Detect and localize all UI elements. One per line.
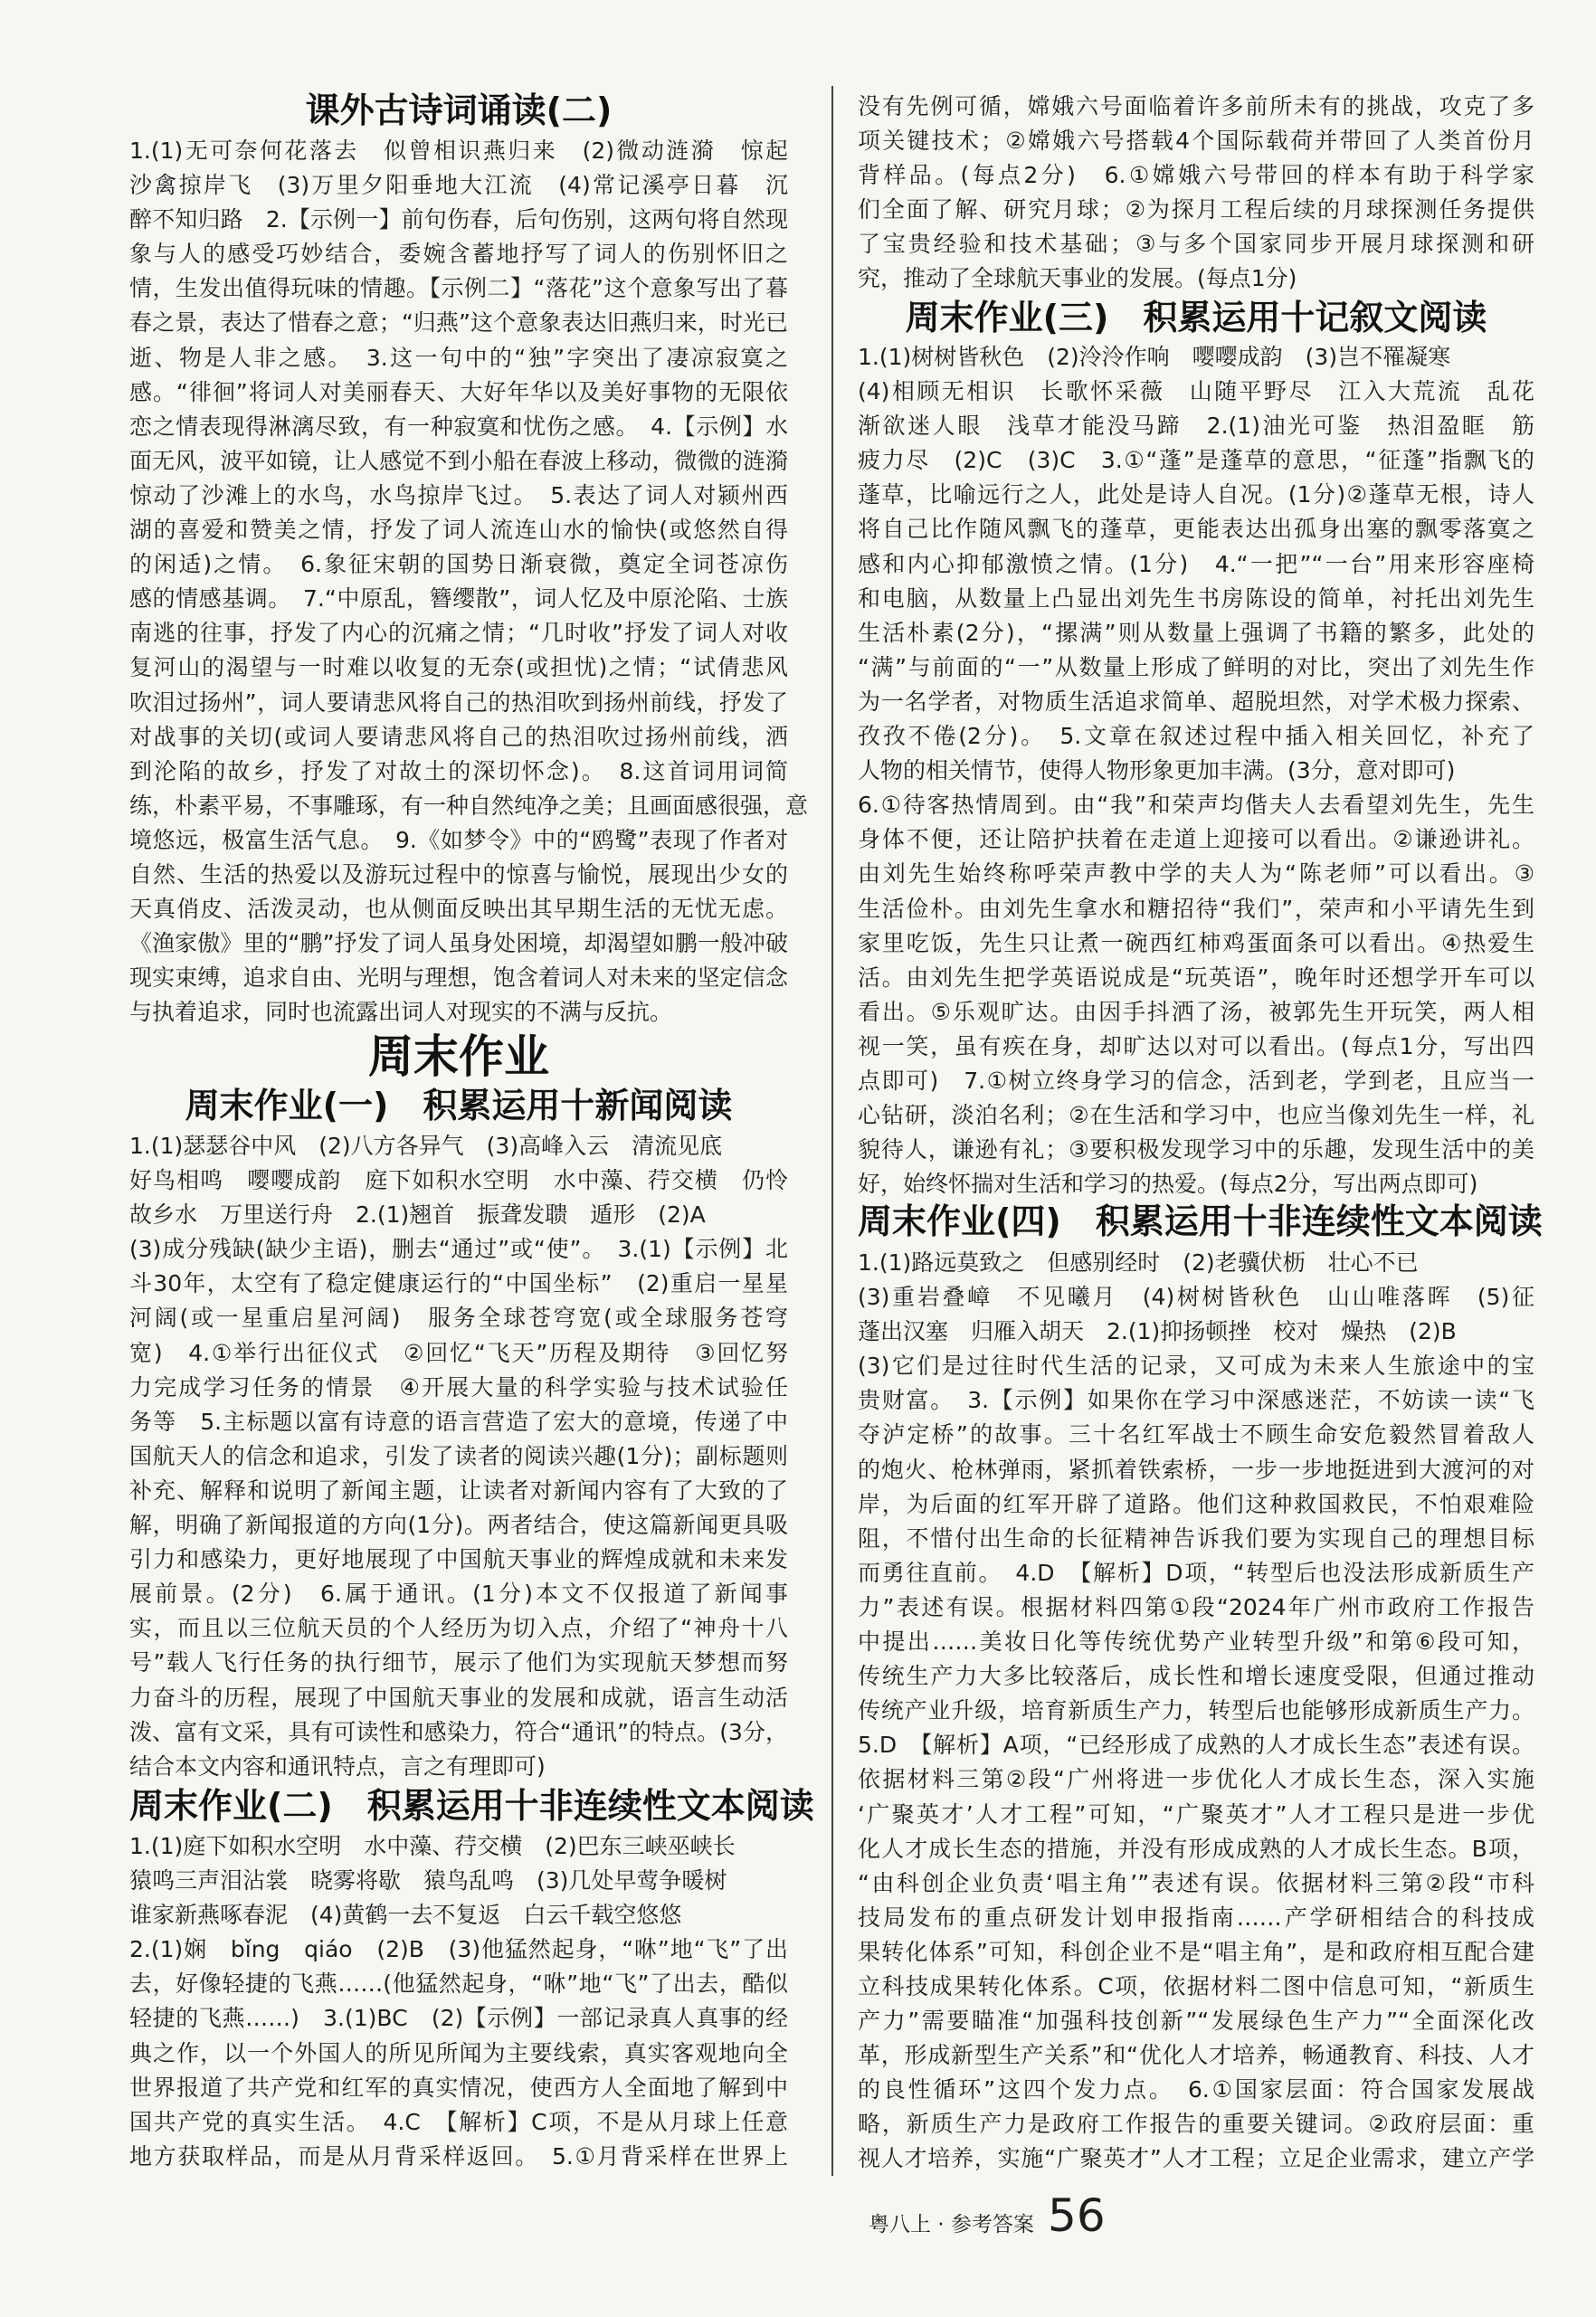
section-title-weekend-2: 周末作业(二) 积累运用十非连续性文本阅读 bbox=[129, 1786, 814, 1826]
text-line: 恋之情表现得淋漓尽致，有一种寂寞和忧伤之感。 4.【示例】水 bbox=[129, 413, 788, 440]
text-line: 而勇往直前。 4.D 【解析】D项，“转型后也没法形成新质生产 bbox=[858, 1559, 1534, 1586]
text-line: 河阔(或一星重启星河阔) 服务全球苍穹宽(或全球服务苍穹 bbox=[129, 1305, 788, 1332]
text-line: 面无风，波平如镜，让人感觉不到小船在春波上移动，微微的涟漪 bbox=[129, 447, 788, 474]
text-line: 1.(1)无可奈何花落去 似曾相识燕归来 (2)微动涟漪 惊起 bbox=[129, 138, 788, 164]
text-line: 吹泪过扬州”，词人要请悲风将自己的热泪吹到扬州前线，抒发了 bbox=[129, 688, 788, 716]
text-line: 中提出……美妆日化等传统优势产业转型升级”和第⑥段可知， bbox=[858, 1629, 1534, 1656]
text-line: 猿鸣三声泪沾裳 晓雾将歇 猿鸟乱鸣 (3)几处早莺争暖树 bbox=[129, 1867, 727, 1894]
text-line: 化人才成长生态的措施，并没有形成成熟的人才成长生态。B项， bbox=[858, 1835, 1534, 1862]
text-line: 典之作，以一个外国人的所见所闻为主要线索，真实客观地向全 bbox=[129, 2039, 788, 2066]
text-line: 春之景，表达了惜春之意；“归燕”这个意象表达旧燕归来，时光已 bbox=[129, 309, 788, 337]
text-line: 与执着追求，同时也流露出词人对现实的不满与反抗。 bbox=[129, 999, 673, 1026]
text-line: 解，明确了新闻报道的方向(1分)。两者结合，使这篇新闻更具吸 bbox=[129, 1512, 788, 1539]
text-line: 展前景。(2分) 6.属于通讯。(1分)本文不仅报道了新闻事 bbox=[129, 1581, 788, 1608]
text-line: 对战事的关切(或词人要请悲风将自己的热泪吹过扬州前线，洒 bbox=[129, 723, 788, 750]
answer-block-weekend-4 bbox=[858, 1246, 1534, 2177]
text-line: 究，推动了全球航天事业的发展。(每点1分) bbox=[858, 265, 1297, 292]
text-line: 湖的喜爱和赞美之情，抒发了词人流连山水的愉快(或悠然自得 bbox=[129, 517, 788, 544]
text-line: 力”表述有误。根据材料四第①段“2024年广州市政府工作报告 bbox=[858, 1593, 1534, 1620]
text-line: 了宝贵经验和技术基础；③与多个国家同步开展月球探测和研 bbox=[858, 231, 1534, 258]
text-line: “由科创企业负责‘唱主角’”表述有误。依据材料三第②段“市科 bbox=[858, 1869, 1534, 1896]
text-line: 去，好像轻捷的飞燕……(他猛然起身，“咻”地“飞”了出去，酷似 bbox=[129, 1970, 788, 1998]
text-line: 疲力尽 (2)C (3)C 3.①“蓬”是蓬草的意思，“征蓬”指飘飞的 bbox=[858, 447, 1534, 474]
column-divider bbox=[831, 86, 833, 2176]
text-line: 们全面了解、研究月球；②为探月工程后续的月球探测任务提供 bbox=[858, 196, 1534, 223]
text-line: 好，始终怀揣对生活和学习的热爱。(每点2分，写出两点即可) bbox=[858, 1171, 1478, 1198]
text-line: 现实束缚，追求自由、光明与理想，饱含着词人对未来的坚定信念 bbox=[129, 964, 788, 992]
text-line: 天真俏皮、活泼灵动，也从侧面反映出其早期生活的无忧无虑。 bbox=[129, 896, 788, 923]
text-line: 人物的相关情节，使得人物形象更加丰满。(3分，意对即可) bbox=[858, 757, 1456, 784]
text-line: 结合本文内容和通讯特点，言之有理即可) bbox=[129, 1752, 546, 1780]
text-line: 泼、富有文采，具有可读性和感染力，符合“通讯”的特点。(3分， bbox=[129, 1718, 788, 1745]
section-title-weekend-3: 周末作业(三) 积累运用十记叙文阅读 bbox=[905, 298, 1487, 337]
text-line: 6.①待客热情周到。由“我”和荣声均偕夫人去看望刘先生，先生 bbox=[858, 792, 1534, 819]
text-line: 技局发布的重点研发计划申报指南……产学研相结合的科技成 bbox=[858, 1904, 1534, 1931]
text-line: 的炮火、枪林弹雨，紧抓着铁索桥，一步一步地挺进到大渡河的对 bbox=[858, 1456, 1534, 1483]
text-line: 惊动了沙滩上的水鸟，水鸟掠岸飞过。 5.表达了词人对颍州西 bbox=[129, 481, 788, 508]
text-line: 国共产党的真实生活。 4.C 【解析】C项，不是从月球上任意 bbox=[129, 2108, 788, 2135]
text-line: 世界报道了共产党和红军的真实情况，使西方人全面地了解到中 bbox=[129, 2074, 788, 2101]
text-line: 境悠远，极富生活气息。 9.《如梦令》中的“鸥鹭”表现了作者对 bbox=[129, 826, 788, 853]
answer-block-weekend-1 bbox=[129, 1129, 788, 1784]
text-line: 视一笑，虽有疾在身，却旷达以对可以看出。(每点1分，写出四 bbox=[858, 1032, 1534, 1059]
text-line: 依据材料三第②段“广州将进一步优化人才成长生态，深入实施 bbox=[858, 1766, 1534, 1793]
text-line: 象与人的感受巧妙结合，委婉含蓄地抒写了词人的伤别怀旧之 bbox=[129, 241, 788, 268]
section-title-weekend-1: 周末作业(一) 积累运用十新闻阅读 bbox=[185, 1086, 733, 1125]
text-line: 情，生发出值得玩味的情趣。【示例二】“落花”这个意象写出了暮 bbox=[129, 275, 788, 302]
text-line: 渐欲迷人眼 浅草才能没马蹄 2.(1)油光可鉴 热泪盈眶 筋 bbox=[858, 413, 1534, 440]
text-line: 1.(1)路远莫致之 但感别经时 (2)老骥伏枥 壮心不已 bbox=[858, 1249, 1419, 1276]
page-number: 56 bbox=[1048, 2189, 1106, 2242]
text-line: 点即可) 7.①树立终身学习的信念，活到老，学到老，且应当一 bbox=[858, 1067, 1534, 1094]
text-line: 家里吃饭，先生只让煮一碗西红柿鸡蛋面条可以看出。④热爱生 bbox=[858, 929, 1534, 956]
text-line: 心钻研，淡泊名利；②在生活和学习中，也应当像刘先生一样，礼 bbox=[858, 1102, 1534, 1129]
page-footer bbox=[869, 2189, 1106, 2242]
text-line: 谁家新燕啄春泥 (4)黄鹤一去不复返 白云千载空悠悠 bbox=[129, 1902, 682, 1929]
text-line: 略，新质生产力是政府工作报告的重要关键词。②政府层面：重 bbox=[858, 2111, 1534, 2138]
text-line: 醉不知归路 2.【示例一】前句伤春，后句伤别，这两句将自然现 bbox=[129, 206, 788, 233]
text-line: 到沦陷的故乡，抒发了对故土的深切怀念)。 8.这首词用词简 bbox=[129, 757, 788, 784]
text-line: ‘广聚英才’人才工程”可知，“广聚英才”人才工程只是进一步优 bbox=[858, 1800, 1534, 1828]
text-line: 活。由刘先生把学英语说成是“玩英语”，晚年时还想学开车可以 bbox=[858, 964, 1534, 991]
text-line: 背样品。(每点2分) 6.①嫦娥六号带回的样本有助于科学家 bbox=[858, 162, 1534, 189]
text-line: 5.D 【解析】A项，“已经形成了成熟的人才成长生态”表述有误。 bbox=[858, 1732, 1534, 1759]
text-line: 1.(1)瑟瑟谷中风 (2)八方各异气 (3)高峰入云 清流见底 bbox=[129, 1133, 723, 1159]
text-line: 看出。⑤乐观旷达。由因手抖洒了汤，被郭先生开玩笑，两人相 bbox=[858, 998, 1534, 1025]
text-line: 斗30年，太空有了稳定健康运行的“中国坐标” (2)重启一星星 bbox=[129, 1270, 788, 1297]
text-line: 和电脑，从数量上凸显出刘先生书房陈设的简单，衬托出刘先生 bbox=[858, 584, 1534, 612]
text-line: 故乡水 万里送行舟 2.(1)翘首 振聋发聩 遁形 (2)A bbox=[129, 1201, 706, 1229]
text-line: 好鸟相鸣 嘤嘤成韵 庭下如积水空明 水中藻、荇交横 仍怜 bbox=[129, 1167, 788, 1194]
text-line: 的闲适)之情。 6.象征宋朝的国势日渐衰微，奠定全词苍凉伤 bbox=[129, 551, 788, 578]
text-line: 南逃的往事，抒发了内心的沉痛之情；“几时收”抒发了词人对收 bbox=[129, 620, 788, 647]
text-line: 实，而且以三位航天员的个人经历为切入点，介绍了“神舟十八 bbox=[129, 1615, 788, 1642]
text-line: 2.(1)娴 bǐng qiáo (2)B (3)他猛然起身，“咻”地“飞”了出 bbox=[129, 1936, 788, 1963]
text-line: 感和内心抑郁激愤之情。(1分) 4.“一把”“一台”用来形容座椅 bbox=[858, 550, 1534, 577]
text-line: 轻捷的飞燕……) 3.(1)BC (2)【示例】一部记录真人真事的经 bbox=[129, 2005, 788, 2032]
text-line: 1.(1)树树皆秋色 (2)泠泠作响 嘤嘤成韵 (3)岂不罹凝寒 bbox=[858, 344, 1451, 370]
text-line: 力完成学习任务的情景 ④开展大量的科学实验与技术试验任 bbox=[129, 1373, 788, 1401]
text-line: 将自己比作随风飘飞的蓬草，更能表达出孤身出塞的飘零落寞之 bbox=[858, 516, 1534, 543]
text-line: 产力”需要瞄准“加强科技创新”“发展绿色生产力”“全面深化改 bbox=[858, 2008, 1534, 2035]
text-line: 蓬草，比喻远行之人，此处是诗人自况。(1分)②蓬草无根，诗人 bbox=[858, 481, 1534, 508]
text-line: “满”与前面的“一”从数量上形成了鲜明的对比，突出了刘先生作 bbox=[858, 653, 1534, 680]
text-line: 号”载人飞行任务的执行细节，展示了他们为实现航天梦想而努 bbox=[129, 1649, 788, 1676]
text-line: 蓬出汉塞 归雁入胡天 2.(1)抑扬顿挫 校对 燥热 (2)B bbox=[858, 1318, 1457, 1345]
text-line: 立科技成果转化体系。C项，依据材料二图中信息可知，“新质生 bbox=[858, 1972, 1534, 1999]
text-line: 复河山的渴望与一时难以收复的无奈(或担忧)之情；“试倩悲风 bbox=[129, 654, 788, 681]
text-line: (4)相顾无相识 长歌怀采薇 山随平野尽 江入大荒流 乱花 bbox=[858, 378, 1534, 405]
text-line: 为一名学者，对物质生活追求简单、超脱坦然，对学术极力探索、 bbox=[858, 688, 1534, 715]
text-line: (3)重岩叠嶂 不见曦月 (4)树树皆秋色 山山唯落晖 (5)征 bbox=[858, 1284, 1534, 1311]
text-line: 练，朴素平易，不事雕琢，有一种自然纯净之美；且画面感很强，意 bbox=[129, 792, 809, 819]
section-title-extracurricular-poetry: 课外古诗词诵读(二) bbox=[305, 90, 613, 130]
answer-block-poetry bbox=[129, 134, 809, 1030]
text-line: 1.(1)庭下如积水空明 水中藻、荇交横 (2)巴东三峡巫峡长 bbox=[129, 1833, 736, 1859]
answer-block-weekend-2 bbox=[129, 1829, 788, 2174]
text-line: 补充、解释和说明了新闻主题，让读者对新闻内容有了大致的了 bbox=[129, 1477, 788, 1504]
text-line: 自然、生活的热爱以及游玩过程中的惊喜与愉悦，展现出少女的 bbox=[129, 860, 788, 888]
text-line: 引力和感染力，更好地展现了中国航天事业的辉煌成就和未来发 bbox=[129, 1546, 788, 1573]
text-line: 阻，不惜付出生命的长征精神告诉我们要为实现自己的理想目标 bbox=[858, 1524, 1534, 1552]
text-line: 沙禽掠岸飞 (3)万里夕阳垂地大江流 (4)常记溪亭日暮 沉 bbox=[129, 172, 788, 199]
text-line: 果转化体系”可知，科创企业不是“唱主角”，是和政府相互配合建 bbox=[858, 1938, 1534, 1965]
answer-block-weekend-2-continued bbox=[858, 90, 1534, 297]
text-line: 夺泸定桥”的故事。三十名红军战士不顾生命安危毅然冒着敌人 bbox=[858, 1421, 1534, 1448]
text-line: 国航天人的信念和追求，引发了读者的阅读兴趣(1分)；副标题则 bbox=[129, 1442, 788, 1469]
text-line: 感的情感基调。 7.“中原乱，簪缨散”，词人忆及中原沦陷、士族 bbox=[129, 585, 788, 612]
text-line: 力奋斗的历程，展现了中国航天事业的发展和成就，语言生动活 bbox=[129, 1684, 788, 1711]
text-line: 地方获取样品，而是从月背采样返回。 5.①月背采样在世界上 bbox=[129, 2142, 788, 2170]
answer-block-weekend-3 bbox=[858, 340, 1534, 1201]
text-line: 生活朴素(2分)，“摞满”则从数量上强调了书籍的繁多，此处的 bbox=[858, 619, 1534, 646]
text-line: (3)成分残缺(缺少主语)，删去“通过”或“使”。 3.(1)【示例】北 bbox=[129, 1236, 788, 1263]
text-line: 的良性循环”这四个发力点。 6.①国家层面：符合国家发展战 bbox=[858, 2076, 1534, 2103]
section-title-weekend-4: 周末作业(四) 积累运用十非连续性文本阅读 bbox=[858, 1201, 1543, 1241]
text-line: 革，形成新型生产关系”和“优化人才培养，畅通教育、科技、人才 bbox=[858, 2042, 1534, 2069]
text-line: 岸，为后面的红军开辟了道路。他们这种救国救民，不怕艰难险 bbox=[858, 1490, 1534, 1517]
footer-label: 粤八上 · 参考答案 bbox=[869, 2213, 1034, 2236]
text-line: (3)它们是过往时代生活的记录，又可成为未来人生旅途中的宝 bbox=[858, 1353, 1534, 1380]
text-line: 务等 5.主标题以富有诗意的语言营造了宏大的意境，传递了中 bbox=[129, 1408, 788, 1435]
text-line: 没有先例可循，嫦娥六号面临着许多前所未有的挑战，攻克了多 bbox=[858, 93, 1534, 119]
text-line: 孜孜不倦(2分)。 5.文章在叙述过程中插入相关回忆，补充了 bbox=[858, 723, 1534, 750]
text-line: 《渔家傲》里的“鹏”抒发了词人虽身处困境，却渴望如鹏一般冲破 bbox=[129, 930, 788, 957]
text-line: 传统生产力大多比较落后，成长性和增长速度受限，但通过推动 bbox=[858, 1663, 1534, 1690]
text-line: 身体不便，还让陪护扶着在走道上迎接可以看出。②谦逊讲礼。 bbox=[858, 826, 1534, 853]
text-line: 视人才培养，实施“广聚英才”人才工程；立足企业需求，建立产学 bbox=[858, 2145, 1534, 2172]
text-line: 传统产业升级，培育新质生产力，转型后也能够形成新质生产力。 bbox=[858, 1697, 1534, 1724]
text-line: 由刘先生始终称呼荣声教中学的夫人为“陈老师”可以看出。③ bbox=[858, 860, 1534, 888]
text-line: 生活俭朴。由刘先生拿水和糖招待“我们”，荣声和小平请先生到 bbox=[858, 895, 1534, 922]
text-line: 贵财富。 3.【示例】如果你在学习中深感迷茫，不妨读一读“飞 bbox=[858, 1387, 1534, 1414]
text-line: 逝、物是人非之感。 3.这一句中的“独”字突出了凄凉寂寞之 bbox=[129, 344, 788, 371]
text-line: 貌待人，谦逊有礼；③要积极发现学习中的乐趣，发现生活中的美 bbox=[858, 1136, 1534, 1163]
chapter-title-weekend-homework: 周末作业 bbox=[368, 1030, 549, 1083]
text-line: 项关键技术；②嫦娥六号搭载4个国际载荷并带回了人类首份月 bbox=[858, 128, 1534, 155]
text-line: 感。“徘徊”将词人对美丽春天、大好年华以及美好事物的无限依 bbox=[129, 378, 788, 405]
text-line: 宽) 4.①举行出征仪式 ②回忆“飞天”历程及期待 ③回忆努 bbox=[129, 1339, 788, 1366]
